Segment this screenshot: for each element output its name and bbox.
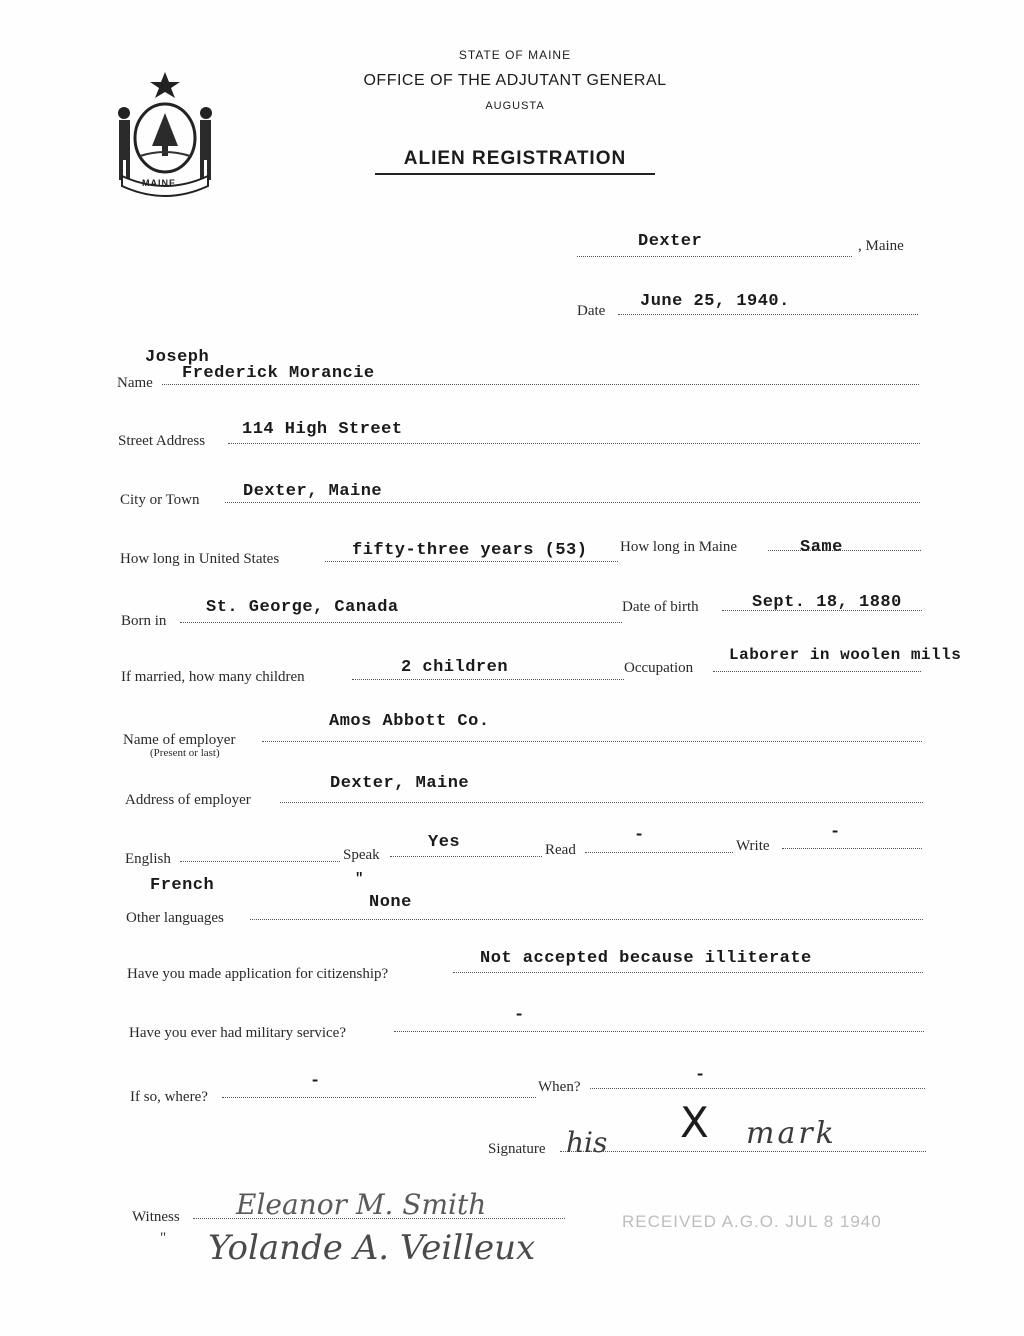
citizenship-label: Have you made application for citizenship? — [127, 966, 389, 982]
signature-label: Signature — [488, 1141, 546, 1157]
how-long-maine-dots — [768, 550, 921, 551]
how-long-us-label: How long in United States — [120, 551, 280, 567]
english-dots — [180, 861, 340, 862]
date-label: Date — [577, 303, 606, 319]
occupation-label: Occupation — [624, 660, 694, 676]
when-label: When? — [538, 1079, 581, 1095]
other-languages-value: None — [369, 893, 412, 912]
signature-dots — [560, 1151, 926, 1152]
when-dots — [590, 1088, 925, 1089]
born-in-value: St. George, Canada — [206, 598, 399, 617]
employer-address-dots — [280, 802, 923, 803]
name-label: Name — [117, 375, 153, 391]
city-heading: AUGUSTA — [485, 100, 545, 112]
street-label: Street Address — [118, 433, 206, 449]
how-long-us-value: fifty-three years (53) — [352, 541, 588, 560]
speak-dots — [390, 856, 542, 857]
received-stamp: RECEIVED A.G.O. JUL 8 1940 — [622, 1212, 882, 1231]
other-language-ditto: " — [355, 871, 364, 887]
city-value: Dexter, Maine — [243, 482, 383, 501]
town-suffix: , Maine — [858, 238, 904, 254]
city-label: City or Town — [120, 492, 200, 508]
born-in-dots — [180, 622, 622, 623]
english-label: English — [125, 851, 171, 867]
children-value: 2 children — [401, 658, 509, 677]
employer-address-value: Dexter, Maine — [330, 774, 470, 793]
seal-text: MAINE — [142, 178, 176, 188]
military-label: Have you ever had military service? — [129, 1025, 346, 1041]
signature-mark-x: X — [680, 1098, 709, 1147]
occupation-value: Laborer in woolen mills — [729, 646, 962, 664]
read-value: - — [634, 826, 645, 845]
state-heading: STATE OF MAINE — [458, 48, 572, 62]
how-long-us-dots — [325, 561, 618, 562]
other-languages-dots — [250, 919, 923, 920]
citizenship-dots — [453, 972, 923, 973]
military-dots — [394, 1031, 924, 1032]
employer-sublabel: (Present or last) — [150, 747, 220, 759]
when-value: - — [695, 1066, 706, 1085]
read-label: Read — [545, 842, 576, 858]
how-long-maine-label: How long in Maine — [620, 539, 738, 555]
speak-label: Speak — [343, 847, 380, 863]
employer-address-label: Address of employer — [125, 792, 251, 808]
occupation-dots — [713, 671, 921, 672]
other-languages-label: Other languages — [126, 910, 224, 926]
witness-ditto: " — [160, 1230, 167, 1246]
town-dots — [577, 256, 852, 257]
born-in-label: Born in — [121, 613, 167, 629]
other-language-name: French — [150, 876, 215, 895]
write-label: Write — [736, 838, 770, 854]
date-value: June 25, 1940. — [640, 292, 790, 311]
name-first: Joseph — [145, 348, 210, 367]
write-dots — [782, 848, 922, 849]
military-value: - — [514, 1006, 525, 1025]
dob-value: Sept. 18, 1880 — [752, 593, 902, 612]
where-value: - — [310, 1072, 321, 1091]
city-dots — [225, 502, 920, 503]
name-dots — [162, 384, 919, 385]
witness-label: Witness — [132, 1209, 180, 1225]
form-title: ALIEN REGISTRATION — [403, 148, 627, 169]
signature-mark-word: mark — [746, 1116, 837, 1151]
town-value: Dexter — [638, 232, 703, 251]
speak-value: Yes — [428, 833, 461, 852]
signature-his: his — [566, 1126, 608, 1159]
citizenship-value: Not accepted because illiterate — [480, 949, 812, 968]
title-underline — [375, 173, 655, 175]
witness-first: Eleanor M. Smith — [236, 1188, 487, 1221]
date-dots — [618, 314, 918, 315]
street-value: 114 High Street — [242, 420, 403, 439]
children-dots — [352, 679, 624, 680]
read-dots — [585, 852, 733, 853]
name-value: Frederick Morancie — [182, 364, 375, 383]
witness-second: Yolande A. Veilleux — [208, 1228, 536, 1268]
office-heading: OFFICE OF THE ADJUTANT GENERAL — [363, 72, 667, 89]
employer-label: Name of employer — [123, 732, 236, 748]
write-value: - — [830, 823, 841, 842]
where-dots — [222, 1097, 536, 1098]
street-dots — [228, 443, 920, 444]
employer-value: Amos Abbott Co. — [329, 712, 490, 731]
employer-dots — [262, 741, 922, 742]
children-label: If married, how many children — [121, 669, 305, 685]
how-long-maine-value: Same — [800, 538, 843, 557]
dob-label: Date of birth — [622, 599, 699, 615]
where-label: If so, where? — [130, 1089, 208, 1105]
